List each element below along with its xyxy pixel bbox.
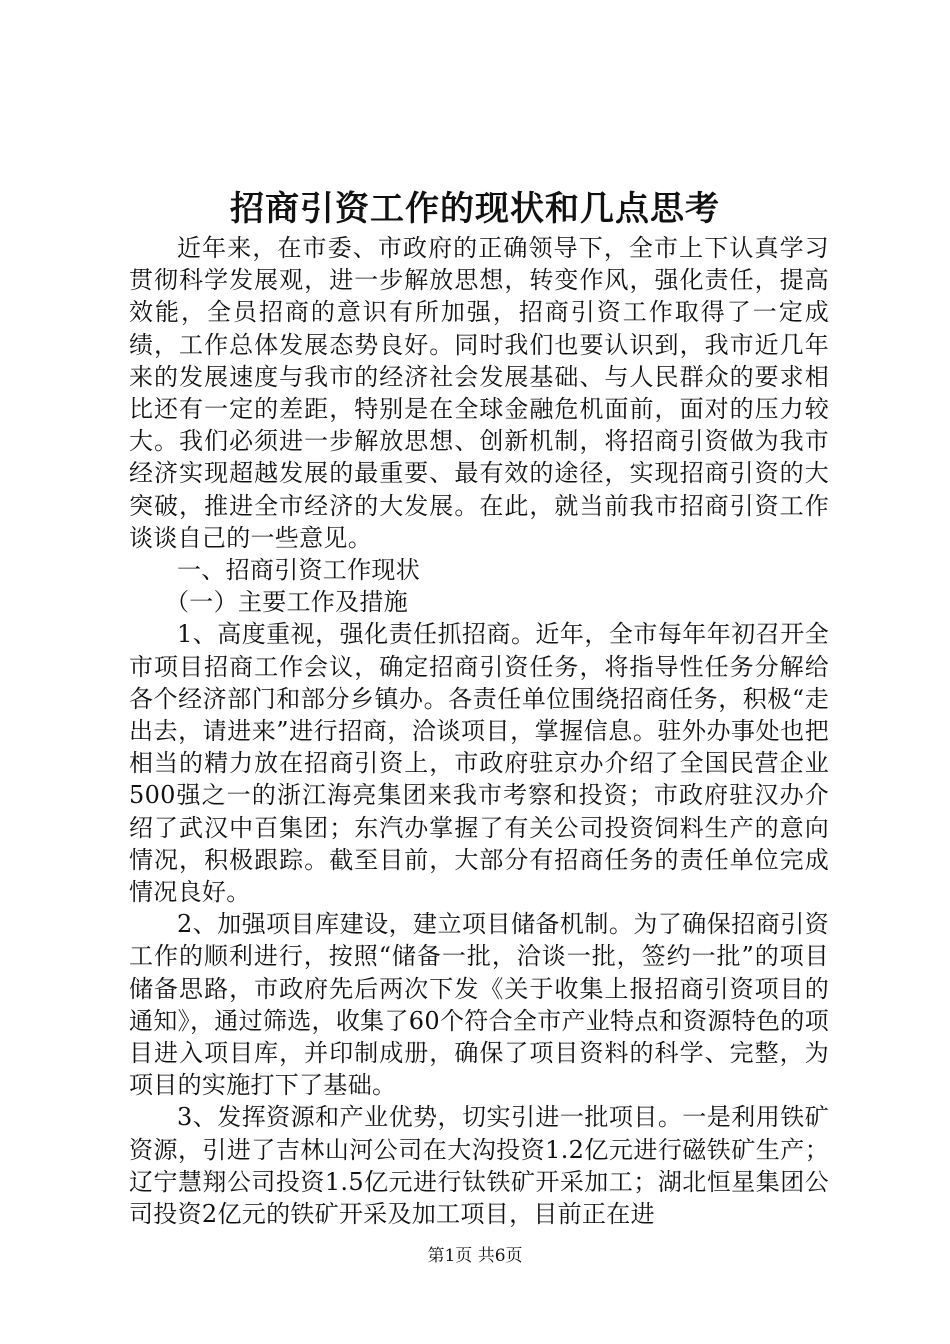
section-heading: 一、招商引资工作现状 xyxy=(177,556,420,585)
document-title: 招商引资工作的现状和几点思考 xyxy=(230,189,720,229)
document-body xyxy=(129,232,829,1230)
body-paragraph-1: 1、高度重视，强化责任抓招商。近年，全市每年年初召开全市项目招商工作会议，确定招商引资任务，将指导性任务分解给各个经济部门和部分乡镇办。各责任单位围绕招商任务，积极“走出去，请进来”进行招商，洽谈项目，掌握信息。驻外办事处也把相当的精力放在招商引资上，市政府驻京办介绍了全国民营企业500强之一的浙江海亮集团来我市考察和投资；市政府驻汉办介绍了武汉中百集团；东汽办掌握了有关公司投资饲料生产的意向情况，积极跟踪。截至目前，大部分有招商任务的责任单位完成情况良好。 xyxy=(129,620,829,907)
subsection-heading: （一）主要工作及措施 xyxy=(165,588,408,617)
body-paragraph-3: 3、发挥资源和产业优势，切实引进一批项目。一是利用铁矿资源，引进了吉林山河公司在大沟投资1.2亿元进行磁铁矿生产；辽宁慧翔公司投资1.5亿元进行钛铁矿开采加工；湖北恒星集团公司投资2亿元的铁矿开采及加工项目，目前正在进 xyxy=(129,1103,829,1229)
intro-paragraph: 近年来，在市委、市政府的正确领导下，全市上下认真学习贯彻科学发展观，进一步解放思想，转变作风，强化责任，提高效能，全员招商的意识有所加强，招商引资工作取得了一定成绩，工作总体发展态势良好。同时我们也要认识到，我市近几年来的发展速度与我市的经济社会发展基础、与人民群众的要求相比还有一定的差距，特别是在全球金融危机面前，面对的压力较大。我们必须进一步解放思想、创新机制，将招商引资做为我市经济实现超越发展的最重要、最有效的途径，实现招商引资的大突破，推进全市经济的大发展。在此，就当前我市招商引资工作谈谈自己的一些意见。 xyxy=(129,234,829,552)
body-paragraph-2: 2、加强项目库建设，建立项目储备机制。为了确保招商引资工作的顺利进行，按照“储备一批，洽谈一批，签约一批”的项目储备思路，市政府先后两次下发《关于收集上报招商引资项目的通知》，通过筛选，收集了60个符合全市产业特点和资源特色的项目进入项目库，并印制成册，确保了项目资料的科学、完整，为项目的实施打下了基础。 xyxy=(129,910,829,1100)
page-number-footer: 第1页 共6页 xyxy=(427,1246,523,1266)
